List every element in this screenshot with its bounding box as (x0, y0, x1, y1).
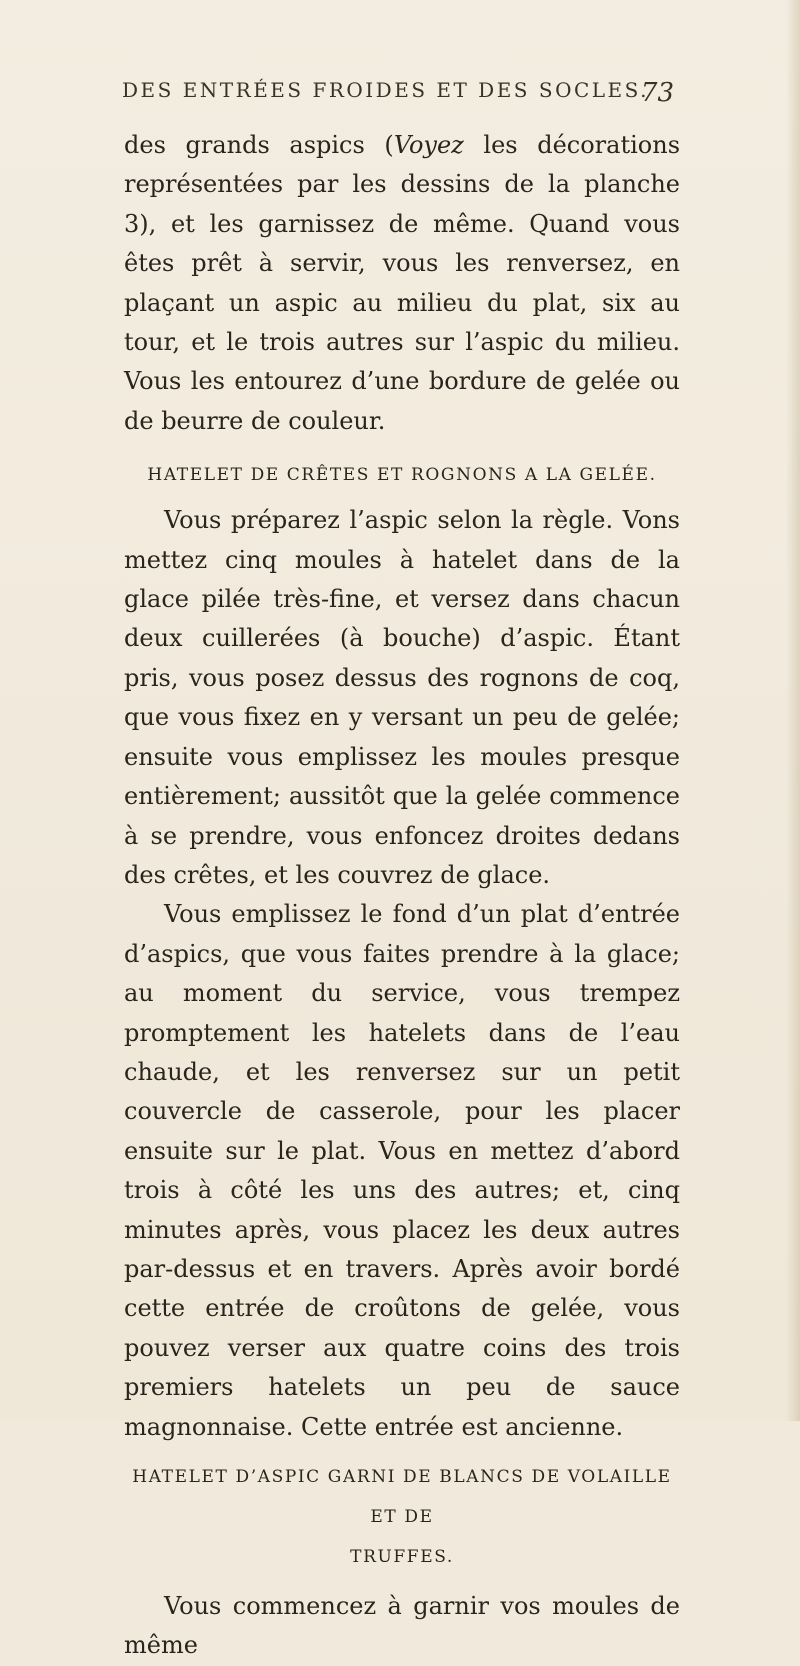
page-edge-shadow (786, 0, 800, 1421)
section-heading-hatelet-cretes: HATELET DE CRÊTES ET ROGNONS A LA GELÉE. (147, 465, 657, 486)
paragraph-1 (124, 126, 680, 441)
section-heading-hatelet-aspic-line-2: TRUFFES. (350, 1547, 454, 1567)
paragraph-1-text-b: les décorations représentées par les dessins de la planche 3), et les garnissez de même. Quand vous êtes prêt à servir, vous les renversez, en plaçant un aspic au milieu du plat, six au tour, et le trois autres sur l’aspic du milieu. Vous les entourez d’une bordure de gelée ou de beurre de couleur. (124, 131, 681, 435)
paragraph-2: Vous préparez l’aspic selon la règle. Vons mettez cinq moules à hatelet dans de la glace pilée très-fine, et versez dans chacun deux cuillerées (à bouche) d’aspic. Étant pris, vous posez dessus des rognons de coq, que vous fixez en y versant un peu de gelée; ensuite vous emplissez les moules presque entièrement; aussitôt que la gelée commence à se prendre, vous enfoncez droites dedans des crêtes, et les couvrez de glace. (124, 506, 680, 889)
running-header: DES ENTRÉES FROIDES ET DES SOCLES. (122, 78, 649, 102)
paragraph-3: Vous emplissez le fond d’un plat d’entrée d’aspics, que vous faites prendre à la glace; au moment du service, vous trempez promptement les hatelets dans de l’eau chaude, et les renversez sur un petit couvercle de casserole, pour les placer ensuite sur le plat. Vous en mettez d’abord trois à côté les uns des autres; et, cinq minutes après, vous placez les deux autres par-dessus et en travers. Après avoir bordé cette entrée de croûtons de gelée, vous pouvez verser aux quatre coins des trois premiers hatelets un peu de sauce magnonnaise. Cette entrée est ancienne. (124, 900, 680, 1441)
paragraph-1-italic: Voyez (393, 131, 464, 159)
paragraph-4: Vous commencez à garnir vos moules de même (124, 1592, 680, 1660)
page-number: 73 (640, 78, 674, 108)
paragraph-1-text-a: des grands aspics ( (124, 131, 394, 159)
section-heading-hatelet-aspic (124, 1457, 680, 1577)
page-body (124, 126, 680, 1666)
section-heading-hatelet-aspic-line-1: HATELET D’ASPIC GARNI DE BLANCS DE VOLAILLE ET DE (132, 1467, 672, 1527)
